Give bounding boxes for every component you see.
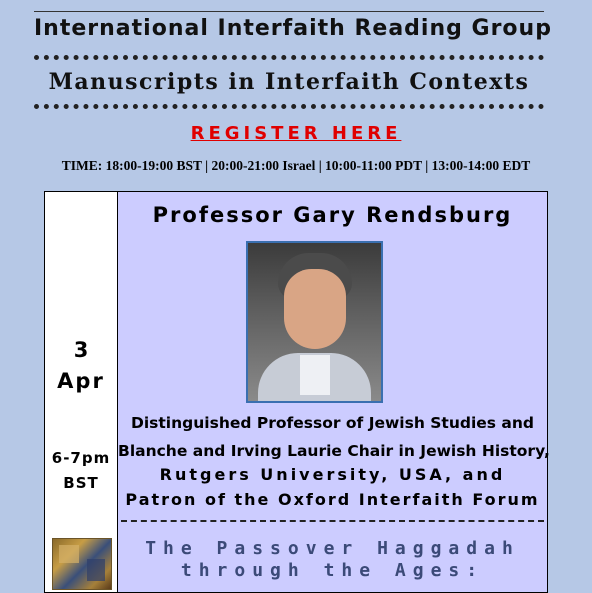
date-column	[45, 192, 118, 592]
group-title: International Interfaith Reading Group	[34, 16, 552, 41]
speaker-name: Professor Gary Rendsburg	[152, 203, 513, 227]
session-time: 6-7pm	[51, 449, 111, 467]
manuscript-thumbnail	[52, 538, 112, 590]
session-day: 3	[73, 338, 89, 362]
session-zone: BST	[63, 474, 99, 492]
time-line: TIME: 18:00-19:00 BST | 20:00-21:00 Israel | 10:00-11:00 PDT | 13:00-14:00 EDT	[61, 158, 531, 173]
affiliation-line: Blanche and Irving Laurie Chair in Jewish History,	[118, 442, 550, 460]
affiliation-line: Rutgers University, USA, and	[159, 465, 506, 484]
speaker-photo	[246, 241, 383, 403]
series-title: Manuscripts in Interfaith Contexts	[48, 69, 530, 95]
session-month: Apr	[57, 369, 105, 393]
talk-title-line: The Passover Haggadah	[145, 538, 520, 559]
session-content	[118, 192, 550, 592]
dotted-divider	[34, 104, 544, 115]
top-rule	[34, 11, 544, 12]
affiliation-line: Distinguished Professor of Jewish Studies and	[130, 414, 534, 432]
dotted-divider	[34, 55, 544, 66]
session-panel	[44, 191, 548, 593]
register-link[interactable]: REGISTER HERE	[190, 123, 402, 144]
talk-title-line: through the Ages:	[180, 560, 485, 581]
dashed-divider	[121, 520, 544, 522]
affiliation-line: Patron of the Oxford Interfaith Forum	[125, 490, 540, 509]
